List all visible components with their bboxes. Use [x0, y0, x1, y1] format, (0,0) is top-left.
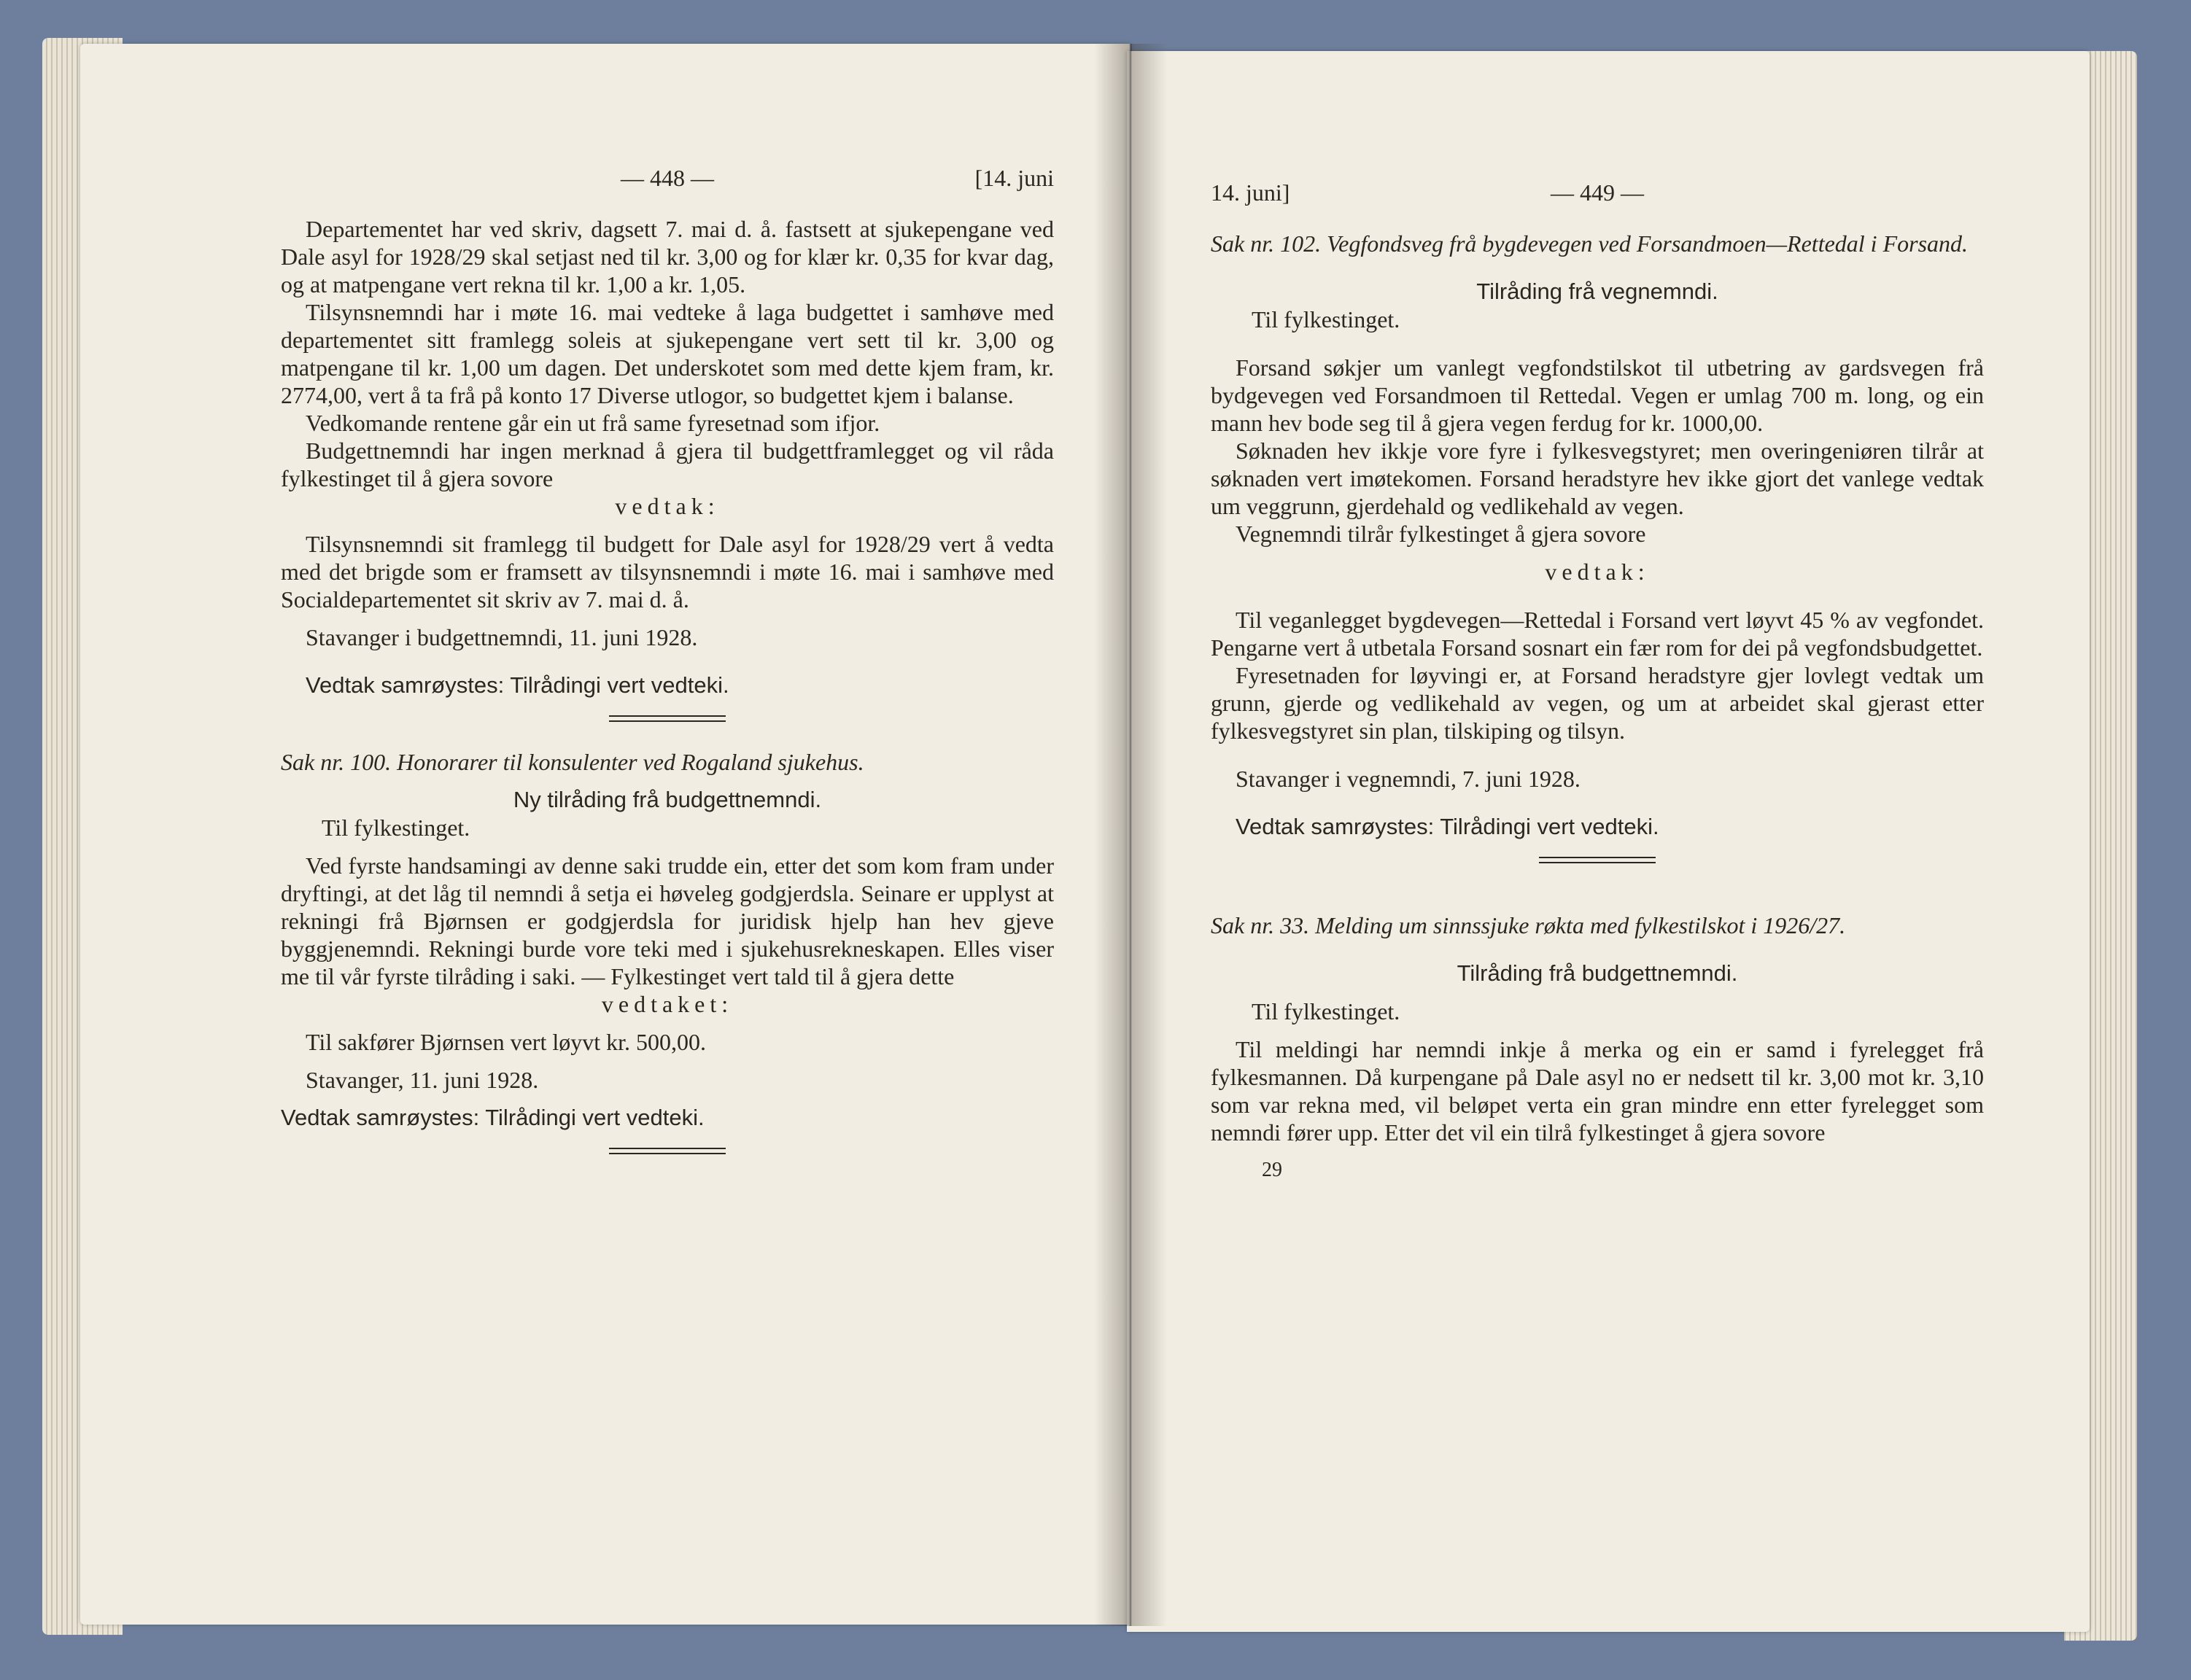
paragraph: Til meldingi har nemndi inkje å merka og ein er samd i fyrelegget frå fylkesmannen. Då kurpengane på Dale asyl no er nedsett til kr. 3,00 mot kr. 3,10 som var rekna med, vil beløpet verta ein gran mindre enn etter fyrelegget som nemndi fører upp. Etter det vil ein tilrå fylkestinget å gjera sovore — [1211, 1036, 1984, 1146]
left-page-header — [281, 164, 1054, 205]
place-date: Stavanger i budgettnemndi, 11. juni 1928. — [306, 624, 698, 650]
paragraph: Budgettnemndi har ingen merknad å gjera til budgettframlegget og vil råda fylkestinget til å gjera sovore — [281, 438, 1054, 491]
place-date: Stavanger i vegnemndi, 7. juni 1928. — [1236, 766, 1581, 792]
section-divider — [609, 1148, 726, 1154]
page-number: — 449 — — [1551, 179, 1644, 206]
page-number: — 448 — — [621, 165, 714, 191]
paragraph: Forsand søkjer um vanlegt vegfondstilskot til utbetring av gardsvegen frå bydgevegen ved Forsandmoen til Rettedal. Vegen er umlag 700 m. long, og ein mann hev bode seg til å gjera vegen ferdug for kr. 1000,00. — [1211, 354, 1984, 436]
sak-heading: Sak nr. 100. Honorarer til konsulenter ved Rogaland sjukehus. — [281, 749, 864, 775]
vedtak-text: Tilsynsnemndi sit framlegg til budgett for Dale asyl for 1928/29 vert å vedta med det brigde som er framsett av tilsynsnemndi i møte 16. mai i samhøve med Socialdepartementet sit skriv av 7. mai d. å. — [281, 531, 1054, 612]
left-page-text — [281, 164, 1054, 1170]
recommendation-title: Tilråding frå budgettnemndi. — [1457, 960, 1738, 986]
recommendation-title: Ny tilråding frå budgettnemndi. — [513, 787, 822, 812]
paragraph: Ved fyrste handsamingi av denne saki trudde ein, etter det som kom fram under dryftingi, at det låg til nemndi å setja ei høveleg godgjerdsla. Seinare er upplyst at rekningi frå Bjørnsen er godgjerdsla for juridisk hjelp han hev gjeve byggjenemndi. Rekningi burde vore teki med i sjukehusrekneskapen. Elles viser me til vår fyrste tilråding i saki. — Fylkestinget vert tald til å gjera dette — [281, 852, 1054, 989]
vedtak-label: vedtak: — [1545, 559, 1650, 585]
addressee: Til fylkestinget. — [1252, 998, 1400, 1024]
right-page-text — [1211, 179, 1984, 1184]
place-date: Stavanger, 11. juni 1928. — [306, 1067, 539, 1093]
paragraph: Departementet har ved skriv, dagsett 7. mai d. å. fastsett at sjukepengane ved Dale asyl for 1928/29 skal setjast ned til kr. 3,00 og for klær kr. 0,35 for kvar dag, og at matpengane vert rekna til kr. 1,00 a kr. 1,05. — [281, 216, 1054, 298]
vedtaket-label: vedtaket: — [601, 991, 734, 1017]
addressee: Til fylkestinget. — [322, 814, 470, 841]
resolution: Vedtak samrøystes: Tilrådingi vert vedteki. — [1236, 814, 1659, 839]
resolution: Vedtak samrøystes: Tilrådingi vert vedteki. — [281, 1105, 705, 1130]
addressee: Til fylkestinget. — [1252, 306, 1400, 332]
sak-heading: Sak nr. 102. Vegfondsveg frå bygdevegen ved Forsandmoen—Rettedal i Forsand. — [1211, 230, 1969, 257]
vedtak-text: Fyresetnaden for løyvingi er, at Forsand heradstyre gjer lovlegt vedtak um grunn, gjerde og vedlikehald av vegen, og um at arbeidet skal gjerast etter fylkesvegstyret sin plan, tilskiping og tilsyn. — [1211, 662, 1984, 744]
section-divider — [609, 715, 726, 722]
paragraph: Tilsynsnemndi har i møte 16. mai vedteke å laga budgettet i samhøve med departementet sitt framlegg soleis at sjukepengane vert sett til kr. 3,00 og matpengane til kr. 1,00 um dagen. Det underskotet som med dette kjem fram, kr. 2774,00, vert å ta frå på konto 17 Diverse utlogor, so budgettet kjem i balanse. — [281, 299, 1054, 408]
resolution: Vedtak samrøystes: Tilrådingi vert vedteki. — [306, 672, 729, 698]
header-date: [14. juni — [974, 165, 1054, 191]
paragraph: Søknaden hev ikkje vore fyre i fylkesvegstyret; men overingeniøren tilrår at søknaden vert imøtekomen. Forsand heradstyre hev ikke gjort det vanlege vedtak um veggrunn, gjerdehald og vedlikehald av vegen. — [1211, 438, 1984, 519]
paragraph: Vegnemndi tilrår fylkestinget å gjera sovore — [1236, 521, 1646, 547]
signature-mark: 29 — [1262, 1159, 1282, 1181]
vedtak-text: Til veganlegget bygdevegen—Rettedal i Forsand vert løyvt 45 % av vegfondet. Pengarne vert å utbetala Forsand sosnart ein fær rom for dei på vegfondsbudgettet. — [1211, 607, 1984, 661]
paragraph: Vedkomande rentene går ein ut frå same fyresetnad som ifjor. — [306, 410, 880, 436]
recommendation-title: Tilråding frå vegnemndi. — [1476, 279, 1718, 304]
right-page-header — [1211, 179, 1984, 219]
vedtaket-text: Til sakfører Bjørnsen vert løyvt kr. 500,00. — [306, 1029, 706, 1055]
section-divider — [1539, 857, 1656, 863]
book-gutter — [1094, 44, 1167, 1626]
vedtak-label: vedtak: — [615, 493, 720, 519]
sak-heading: Sak nr. 33. Melding um sinnssjuke røkta med fylkestilskot i 1926/27. — [1211, 912, 1846, 938]
header-date: 14. juni] — [1211, 179, 1290, 206]
